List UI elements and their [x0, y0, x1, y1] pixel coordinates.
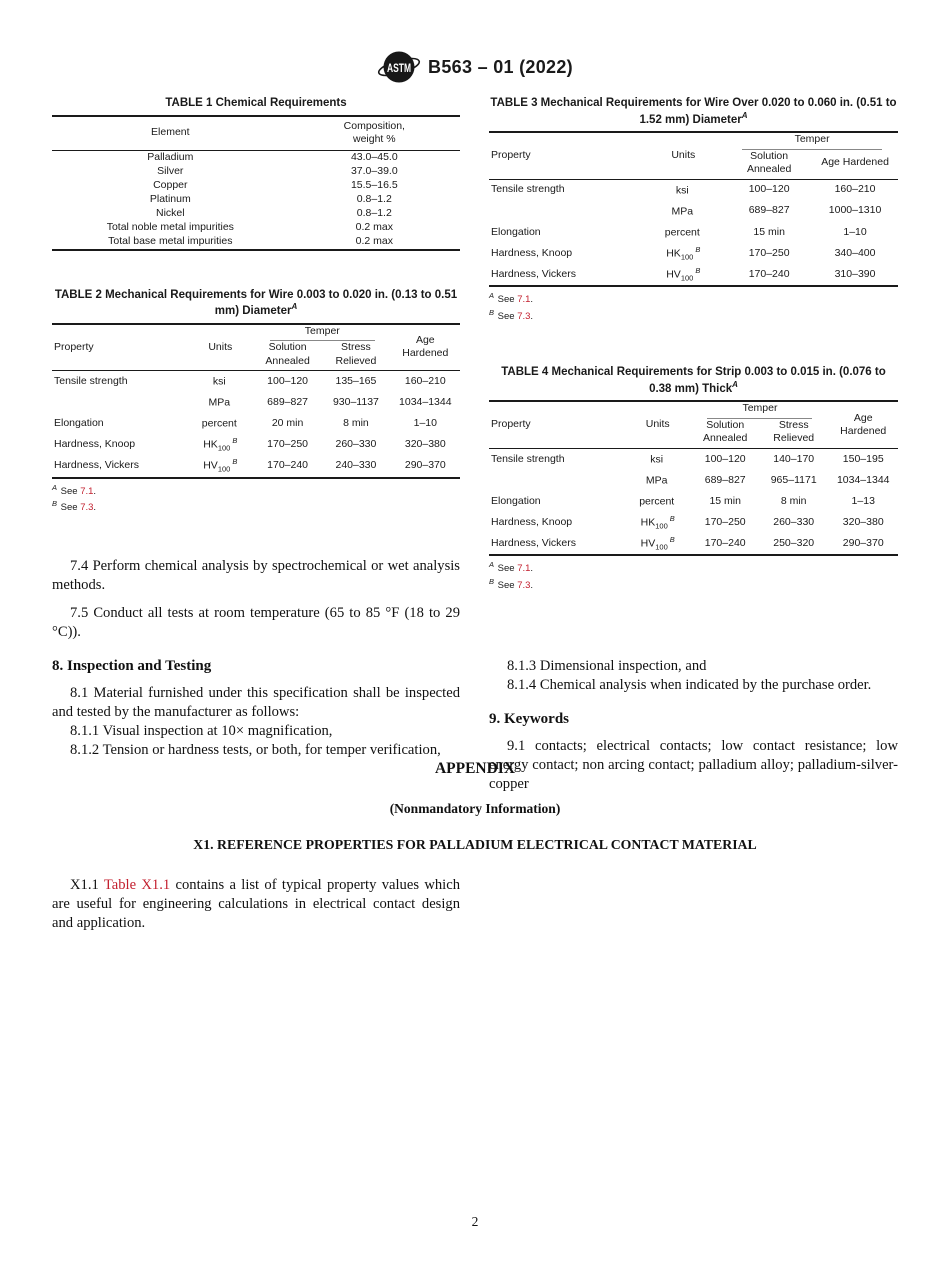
cell-value: 290–370	[404, 459, 446, 472]
table-row	[52, 193, 460, 207]
svg-text:ASTM: ASTM	[387, 61, 412, 75]
cell-value: 260–330	[773, 515, 815, 528]
table-row	[489, 264, 898, 286]
cell-value: 170–250	[748, 246, 790, 259]
cell-element: Silver	[157, 164, 184, 177]
table-row	[52, 371, 460, 393]
cell-units: MPa	[671, 205, 694, 218]
section-link-7-3[interactable]: 7.3	[517, 310, 531, 322]
section-link-7-3[interactable]: 7.3	[517, 580, 531, 592]
cell-units: ksi	[675, 184, 689, 197]
cell-property: Hardness, Vickers	[491, 536, 577, 549]
cell-value: 320–380	[404, 438, 446, 451]
cell-value: 160–210	[404, 374, 446, 387]
table-row	[52, 150, 460, 165]
heading-9: 9. Keywords	[489, 710, 569, 727]
cell-property: Hardness, Vickers	[54, 459, 140, 472]
table-row	[489, 179, 898, 201]
col-header-units: Units	[640, 132, 726, 179]
cell-units: MPa	[645, 474, 668, 487]
table-2	[52, 288, 460, 515]
col-header-stress-relieved: Stress Relieved	[759, 419, 829, 449]
cell-value: 170–240	[267, 459, 309, 472]
section-link-7-1[interactable]: 7.1	[517, 563, 531, 575]
cell-property	[489, 470, 624, 491]
cell-units: percent	[201, 417, 237, 430]
cell-composition: 0.8–1.2	[356, 206, 392, 219]
cell-property: Tensile strength	[491, 183, 565, 196]
cell-value: 689–827	[748, 204, 790, 217]
col-header-age-hardened: Age Hardened	[812, 150, 898, 180]
table-row	[52, 434, 460, 455]
col-header-solution-annealed: Solution Annealed	[691, 419, 758, 449]
cell-value: 240–330	[335, 459, 377, 472]
right-column	[489, 96, 898, 794]
cell-composition: 15.5–16.5	[350, 178, 398, 191]
table-row	[52, 413, 460, 434]
cell-value: 170–250	[704, 515, 746, 528]
cell-units: MPa	[208, 396, 231, 409]
table-2-title: TABLE 2 Mechanical Requirements for Wire 0.003 to 0.020 in. (0.13 to 0.51 mm) Diameter$^A$	[54, 288, 458, 318]
table-row	[489, 201, 898, 222]
table-row	[489, 533, 898, 555]
table-x1-1-link[interactable]: Table X1.1	[103, 877, 171, 893]
cell-value: 8 min	[343, 417, 369, 430]
cell-value: 100–120	[748, 183, 790, 196]
table-row	[489, 512, 898, 533]
table-1-title: TABLE 1 Chemical Requirements	[165, 97, 347, 109]
table-row	[52, 392, 460, 413]
cell-property	[52, 392, 187, 413]
cell-value: 140–170	[773, 452, 815, 465]
paragraph-8-1: 8.1 Material furnished under this specification shall be inspected and tested by the manufacturer as follows:	[52, 684, 460, 720]
table-row	[52, 235, 460, 250]
cell-value: 8 min	[780, 494, 807, 507]
cell-units: percent	[639, 495, 675, 508]
cell-units: $HV_{100}^B$	[640, 535, 675, 552]
cell-value: 320–380	[842, 515, 884, 528]
cell-property: Tensile strength	[491, 452, 565, 465]
paragraph-7-4: 7.4 Perform chemical analysis by spectrochemical or wet analysis methods.	[52, 557, 460, 593]
cell-value: 170–240	[748, 267, 790, 280]
cell-property: Hardness, Vickers	[491, 267, 577, 280]
table-row	[52, 179, 460, 193]
table-2-footnotes	[52, 482, 460, 515]
table-row	[489, 222, 898, 243]
paragraph-8-1-3: 8.1.3 Dimensional inspection, and	[507, 657, 707, 674]
cell-value: 930–1137	[332, 396, 379, 408]
paragraph-9-1: 9.1 contacts; electrical contacts; low contact resistance; low energy contact; non arcing contact; palladium alloy; palladium-silver-copper	[489, 737, 898, 792]
table-footnote: $^B$ See 7.3.	[52, 499, 97, 514]
cell-property: Hardness, Knoop	[491, 515, 573, 528]
cell-element: Platinum	[149, 192, 191, 205]
table-4	[489, 365, 898, 592]
table-footnote: $^A$ See 7.1.	[52, 482, 97, 497]
cell-units: $HK_{100}^B$	[666, 244, 701, 262]
doc-header	[0, 46, 950, 88]
cell-value: 1–10	[843, 225, 867, 238]
cell-value: 150–195	[842, 452, 884, 465]
section-link-7-1[interactable]: 7.1	[517, 294, 531, 306]
col-header-element: Element	[52, 116, 289, 151]
cell-property	[489, 201, 640, 222]
cell-value: 1–10	[413, 417, 437, 430]
cell-property: Elongation	[54, 417, 104, 430]
col-header-units: Units	[624, 401, 691, 448]
appendix-section	[0, 760, 950, 853]
table-row	[52, 455, 460, 477]
table-row	[489, 470, 898, 491]
paragraph-7-5: 7.5 Conduct all tests at room temperature (65 to 85 °F (18 to 29 °C)).	[52, 604, 460, 640]
page-number: 2	[471, 1214, 479, 1229]
table-row	[489, 243, 898, 264]
table-row	[489, 448, 898, 470]
col-header-stress-relieved: Stress Relieved	[321, 341, 390, 371]
cell-units: $HV_{100}^B$	[203, 457, 238, 475]
cell-property: Elongation	[491, 225, 541, 238]
table-3-footnotes	[489, 290, 898, 323]
cell-value: 689–827	[267, 396, 309, 408]
cell-value: 1000–1310	[828, 204, 882, 217]
table-row	[52, 165, 460, 179]
doc-code: B563 – 01 (2022)	[428, 56, 573, 77]
cell-value: 290–370	[842, 536, 884, 549]
table-row	[489, 491, 898, 512]
cell-property: Hardness, Knoop	[491, 246, 573, 259]
cell-units: $HK_{100}^B$	[203, 436, 238, 453]
cell-value: 15 min	[709, 494, 741, 507]
section-7-8-text	[52, 557, 460, 760]
cell-value: 689–827	[704, 473, 746, 486]
paragraph-8-1-2: 8.1.2 Tension or hardness tests, or both, for temper verification,	[70, 741, 441, 758]
section-link-7-1[interactable]: 7.1	[80, 485, 94, 497]
table-row	[52, 207, 460, 221]
cell-composition: 43.0–45.0	[350, 150, 398, 163]
astm-logo-icon	[377, 46, 421, 88]
cell-element: Total base metal impurities	[108, 234, 233, 247]
cell-units: ksi	[212, 375, 226, 388]
cell-element: Palladium	[147, 150, 194, 163]
cell-value: 15 min	[753, 225, 785, 238]
cell-value: 160–210	[834, 183, 876, 196]
table-footnote: $^A$ See 7.1.	[489, 290, 534, 306]
cell-property: Hardness, Knoop	[54, 438, 136, 451]
cell-value: 965–1171	[770, 473, 817, 486]
col-header-composition: Composition, weight %	[289, 116, 460, 151]
cell-value: 170–240	[704, 536, 746, 549]
table-footnote: $^B$ See 7.3.	[489, 307, 534, 322]
appendix-x1-heading: X1. REFERENCE PROPERTIES FOR PALLADIUM ELECTRICAL CONTACT MATERIAL	[193, 837, 757, 852]
table-row	[52, 221, 460, 235]
cell-value: 100–120	[704, 452, 746, 465]
cell-value: 170–250	[267, 438, 309, 451]
cell-property: Tensile strength	[54, 374, 128, 387]
cell-units: ksi	[650, 453, 664, 466]
table-1	[52, 96, 460, 251]
cell-value: 250–320	[773, 536, 815, 549]
cell-value: 100–120	[267, 374, 309, 387]
col-header-property: Property	[52, 324, 187, 371]
section-link-7-3[interactable]: 7.3	[80, 502, 94, 514]
col-header-age-hardened: Age Hardened	[391, 324, 460, 371]
cell-value: 310–390	[834, 267, 876, 280]
cell-element: Copper	[153, 178, 188, 191]
cell-composition: 37.0–39.0	[350, 164, 398, 177]
paragraph-8-1-4: 8.1.4 Chemical analysis when indicated by the purchase order.	[507, 676, 872, 693]
col-header-age-hardened: Age Hardened	[828, 401, 898, 448]
table-footnote: $^A$ See 7.1.	[489, 560, 534, 575]
cell-units: percent	[664, 226, 700, 239]
col-header-property: Property	[489, 401, 624, 448]
col-header-temper: Temper	[691, 401, 828, 419]
cell-value: 340–400	[834, 246, 876, 259]
cell-composition: 0.2 max	[355, 220, 393, 233]
cell-value: 1034–1344	[399, 396, 452, 408]
left-column	[52, 96, 460, 760]
col-header-temper: Temper	[254, 324, 391, 342]
col-header-temper: Temper	[726, 132, 898, 150]
cell-units: $HV_{100}^B$	[666, 265, 701, 283]
cell-composition: 0.8–1.2	[356, 192, 392, 205]
table-4-footnotes	[489, 559, 898, 592]
table-4-title: TABLE 4 Mechanical Requirements for Strip 0.003 to 0.015 in. (0.076 to 0.38 mm) Thick$^A$	[501, 366, 886, 395]
paragraph-x1-1: X1.1 Table X1.1 contains a list of typical property values which are useful for engineering calculations in electrical contact design and application.	[52, 877, 460, 931]
cell-element: Total noble metal impurities	[106, 220, 234, 233]
cell-value: 20 min	[271, 417, 304, 430]
table-3	[489, 96, 898, 323]
table-3-title: TABLE 3 Mechanical Requirements for Wire Over 0.020 to 0.060 in. (0.51 to 1.52 mm) Diameter$^A$	[490, 97, 897, 126]
col-header-solution-annealed: Solution Annealed	[254, 341, 321, 371]
cell-units: $HK_{100}^B$	[640, 514, 675, 531]
col-header-solution-annealed: Solution Annealed	[726, 150, 812, 180]
cell-composition: 0.2 max	[355, 234, 393, 247]
table-footnote: $^B$ See 7.3.	[489, 576, 534, 592]
appendix-subtitle: (Nonmandatory Information)	[389, 801, 561, 816]
heading-8: 8. Inspection and Testing	[52, 657, 212, 674]
col-header-units: Units	[187, 324, 254, 371]
cell-value: 1034–1344	[836, 473, 890, 486]
appendix-title: APPENDIX	[434, 760, 516, 777]
cell-element: Nickel	[156, 206, 185, 219]
cell-value: 260–330	[335, 438, 377, 451]
col-header-property: Property	[489, 132, 640, 179]
cell-value: 1–13	[851, 494, 875, 507]
cell-value: 135–165	[335, 374, 377, 387]
cell-property: Elongation	[491, 494, 541, 507]
paragraph-8-1-1: 8.1.1 Visual inspection at 10× magnification,	[70, 722, 333, 739]
